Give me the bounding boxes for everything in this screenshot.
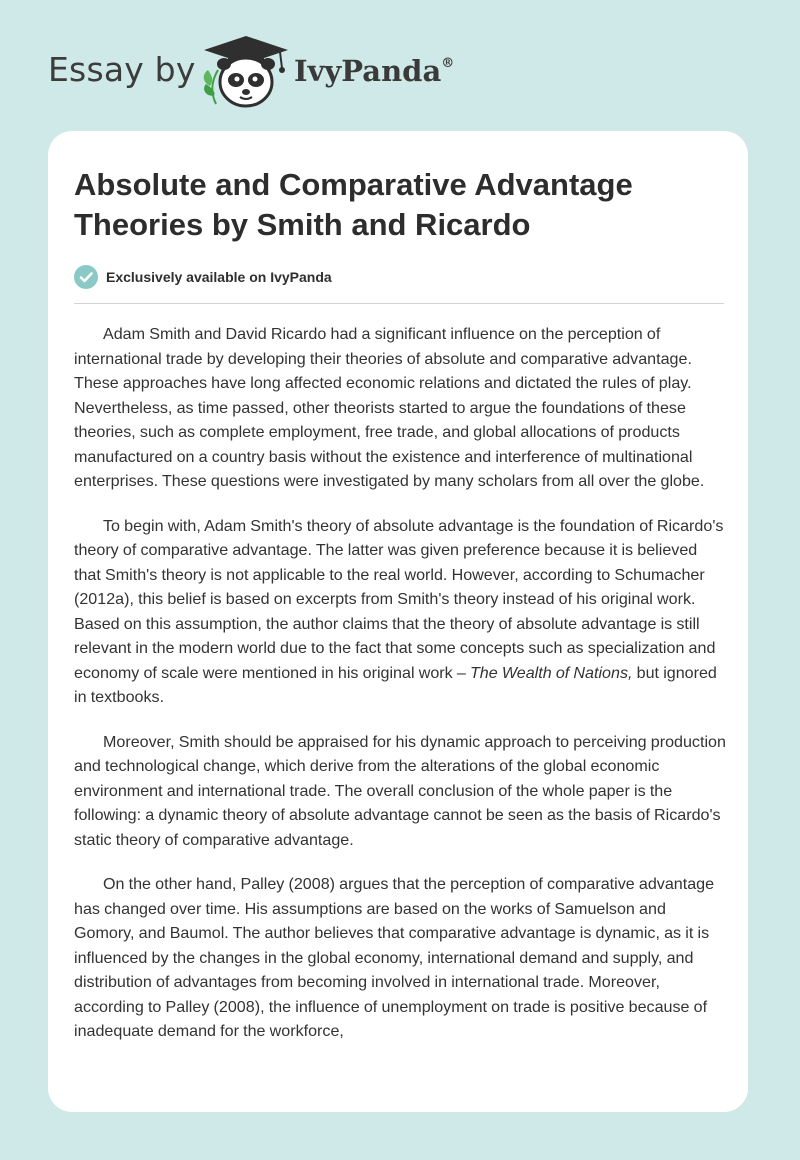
paragraph-2 <box>74 514 726 710</box>
paragraph-3: Moreover, Smith should be appraised for his dynamic approach to perceiving production and technological change, which derive from the alterations of the global economic environment and international trade. The overall conclusion of the whole paper is the following: a dynamic theory of absolute advantage cannot be seen as the basis of Ricardo's static theory of comparative advantage. <box>74 732 726 849</box>
essay-body <box>74 322 726 1064</box>
exclusive-badge <box>74 264 332 290</box>
check-circle-icon <box>74 265 98 289</box>
paragraph-2-main: To begin with, Adam Smith's theory of absolute advantage is the foundation of Ricardo's theory of comparative advantage. The latter was given preference because it is believed that Smith's theory is not applicable to the real world. However, according to Schumacher (2012a), this belief is based on excerpts from Smith's theory instead of his original work. Based on this assumption, the author claims that the theory of absolute advantage is still relevant in the modern world due to the fact that some concepts such as specialization and economy of scale were mentioned in his original work – <box>74 516 724 682</box>
registered-mark: ® <box>441 56 455 71</box>
paragraph-2-end: but ignored in textbooks. <box>74 663 717 706</box>
paragraph-1: Adam Smith and David Ricardo had a significant influence on the perception of international trade by developing their theories of absolute and comparative advantage. These approaches have long affected economic relations and dictated the rules of play. Nevertheless, as time passed, other theorists started to argue the foundations of these theories, such as complete employment, free trade, and global allocations of products manufactured on a country basis without the existence and interference of multinational enterprises. These questions were investigated by many scholars from all over the globe. <box>74 325 705 490</box>
essay-card <box>48 131 748 1112</box>
book-title: The Wealth of Nations, <box>469 663 633 682</box>
essay-title: Absolute and Comparative Advantage Theories by Smith and Ricardo <box>74 167 633 242</box>
panda-graduate-logo-icon[interactable] <box>200 34 292 110</box>
brand-name-text: IvyPanda <box>294 54 442 88</box>
site-header <box>0 0 800 130</box>
essay-by-label: Essay by <box>48 50 196 89</box>
paragraph-4: On the other hand, Palley (2008) argues that the perception of comparative advantage has changed over time. His assumptions are based on the works of Samuelson and Gomory, and Baumol. The author believes that comparative advantage is dynamic, as it is influenced by the changes in the global economy, international demand and supply, and distribution of advantages from becoming involved in international trade. Moreover, according to Palley (2008), the influence of unemployment on trade is positive because of inadequate demand for the workforce, <box>74 875 715 1040</box>
title-divider <box>74 303 724 304</box>
exclusive-badge-text: Exclusively available on IvyPanda <box>106 269 332 285</box>
brand-name[interactable] <box>294 54 454 88</box>
